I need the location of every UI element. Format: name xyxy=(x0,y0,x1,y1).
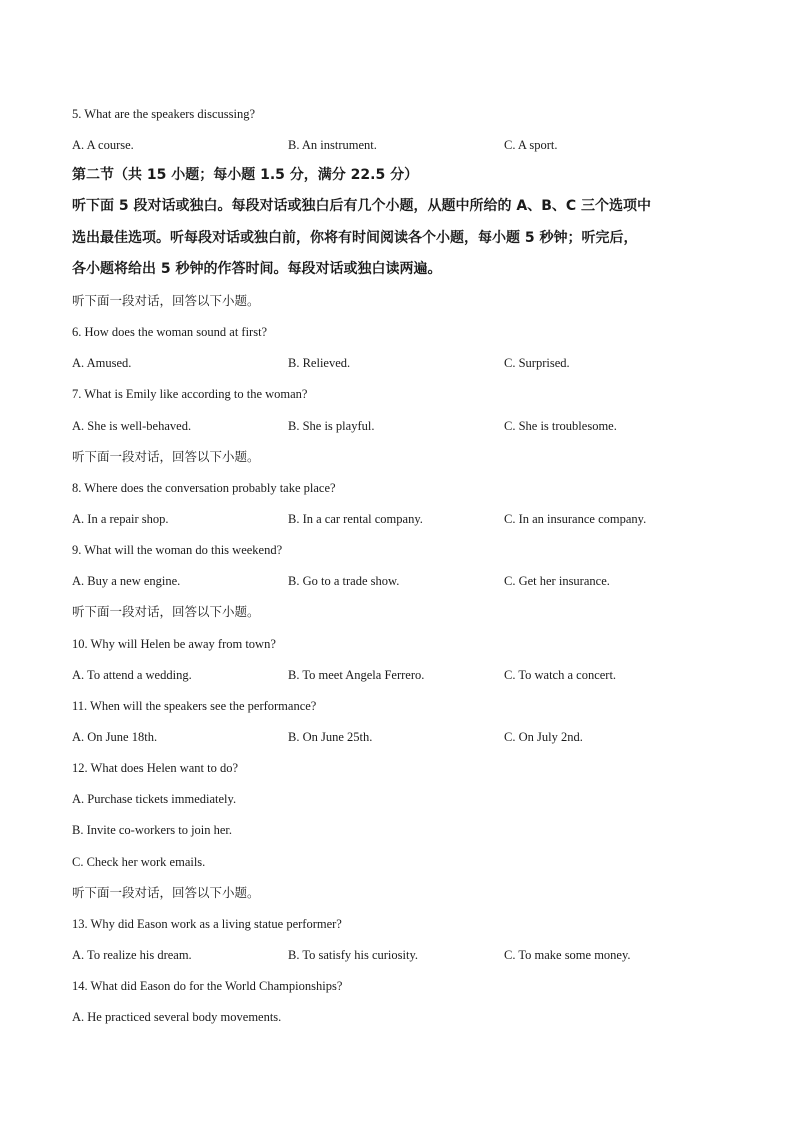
option-a: A. She is well-behaved. xyxy=(72,419,192,433)
question-text: 6. How does the woman sound at first? xyxy=(72,325,268,339)
instruction-text: 听下面一段对话，回答以下小题。 xyxy=(72,885,260,900)
option-b: B. In a car rental company. xyxy=(288,512,423,526)
instruction-text: 听下面一段对话，回答以下小题。 xyxy=(72,604,260,619)
option-c: C. A sport. xyxy=(504,138,558,152)
option-b: B. An instrument. xyxy=(288,138,377,152)
option-a: A. A course. xyxy=(72,138,134,152)
option-b: B. She is playful. xyxy=(288,419,375,433)
section-heading: 各小题将给出 5 秒钟的作答时间。每段对话或独白读两遍。 xyxy=(72,261,442,277)
option-row xyxy=(72,573,732,589)
option-a: A. Amused. xyxy=(72,356,132,370)
option-row xyxy=(72,511,732,527)
question-text: C. Check her work emails. xyxy=(72,855,206,869)
option-c: C. Get her insurance. xyxy=(504,574,610,588)
option-a: A. To attend a wedding. xyxy=(72,668,192,682)
question-text: 10. Why will Helen be away from town? xyxy=(72,637,276,651)
question-text: 11. When will the speakers see the performance? xyxy=(72,699,317,713)
question-text: 12. What does Helen want to do? xyxy=(72,761,239,775)
option-b: B. Go to a trade show. xyxy=(288,574,400,588)
instruction-text: 听下面一段对话，回答以下小题。 xyxy=(72,293,260,308)
option-a: A. Buy a new engine. xyxy=(72,574,181,588)
question-text: B. Invite co-workers to join her. xyxy=(72,823,233,837)
option-row xyxy=(72,418,732,434)
instruction-text: 听下面一段对话，回答以下小题。 xyxy=(72,449,260,464)
option-row xyxy=(72,355,732,371)
question-text: 7. What is Emily like according to the woman? xyxy=(72,387,308,401)
option-b: B. To satisfy his curiosity. xyxy=(288,948,419,962)
option-b: B. To meet Angela Ferrero. xyxy=(288,668,425,682)
option-a: A. To realize his dream. xyxy=(72,948,192,962)
option-a: A. In a repair shop. xyxy=(72,512,169,526)
option-row xyxy=(72,667,732,683)
option-b: B. Relieved. xyxy=(288,356,351,370)
option-c: C. On July 2nd. xyxy=(504,730,583,744)
option-b: B. On June 25th. xyxy=(288,730,373,744)
question-text: 8. Where does the conversation probably take place? xyxy=(72,481,336,495)
option-c: C. She is troublesome. xyxy=(504,419,617,433)
section-heading: 选出最佳选项。听每段对话或独白前，你将有时间阅读各个小题，每小题 5 秒钟；听完后， xyxy=(72,230,638,246)
question-text: 14. What did Eason do for the World Championships? xyxy=(72,979,343,993)
option-row xyxy=(72,137,732,153)
section-heading: 第二节（共 15 小题；每小题 1.5 分，满分 22.5 分） xyxy=(72,167,419,183)
option-row xyxy=(72,947,732,963)
question-text: 5. What are the speakers discussing? xyxy=(72,107,256,121)
option-c: C. To watch a concert. xyxy=(504,668,617,682)
option-c: C. In an insurance company. xyxy=(504,512,647,526)
question-text: 13. Why did Eason work as a living statue performer? xyxy=(72,917,342,931)
question-text: A. He practiced several body movements. xyxy=(72,1010,282,1024)
option-c: C. To make some money. xyxy=(504,948,631,962)
question-text: A. Purchase tickets immediately. xyxy=(72,792,237,806)
section-heading: 听下面 5 段对话或独白。每段对话或独白后有几个小题，从题中所给的 A、B、C 三个选项中 xyxy=(72,198,652,214)
option-a: A. On June 18th. xyxy=(72,730,158,744)
question-text: 9. What will the woman do this weekend? xyxy=(72,543,283,557)
option-row xyxy=(72,729,732,745)
option-c: C. Surprised. xyxy=(504,356,570,370)
